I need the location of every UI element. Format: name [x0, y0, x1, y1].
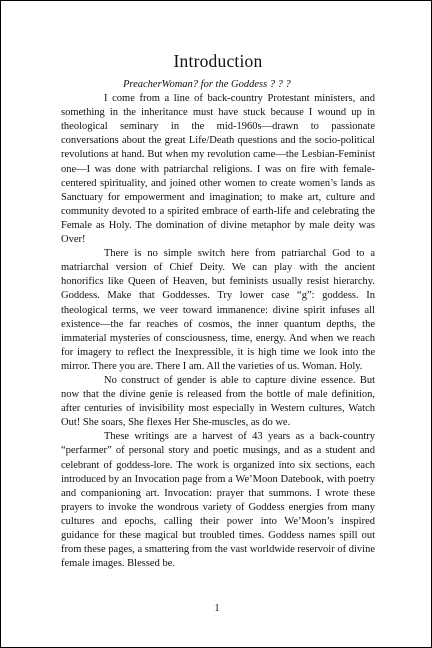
page-subtitle: PreacherWoman? for the Goddess ? ? ?: [123, 79, 291, 90]
paragraph: No construct of gender is able to capture divine essence. But now that the divine genie is released from the bottle of male definition, after centuries of invisibility most especially in Western cultures, Watch Out! She soars, She flexes Her She-muscles, as do we.: [61, 374, 375, 429]
paragraph: I come from a line of back-country Protestant ministers, and something in the inheritance must have stuck because I wound up in theological seminary in the mid-1960s—drawn to passionate conversations about the great Life/Death questions and the socio-political revolutions at hand. But when my revolution came—the Lesbian-Feminist one—I was done with patriarchal religions. I was on fire with female-centered spirituality, and joined other women to create women’s lands as Sanctuary for empowerment and imagination; to make art, culture and community devoted to a spirited embrace of earth-life and celebrating the Female as Holy. The domination of divine metaphor by male deity was Over!: [61, 93, 375, 246]
paragraph: These writings are a harvest of 43 years as a back-country “perfarmer” of personal story and poetic musings, and as a student and celebrant of goddess-lore. The work is organized into six sections, each introduced by an Invocation page from a We’Moon Datebook, with poetry and companioning art. Invocation: prayer that summons. I wrote these prayers to invoke the wondrous variety of Goddess energies from many cultures and epochs, calling their power into We’Moon’s inspired guidance for these magical but troubled times. Goddess names spill out from these pages, a smattering from the vast worldwide reservoir of divine female images. Blessed be.: [61, 431, 375, 570]
page-content: [61, 51, 375, 571]
page-number: 1: [214, 603, 220, 614]
page-title: Introduction: [173, 51, 263, 71]
paragraph: There is no simple switch here from patriarchal God to a matriarchal version of Chief Deity. We can play with the ancient honorifics like Queen of Heaven, but feminists usually resist hierarchy. Goddess. Make that Goddesses. Try lower case “g”: goddess. In theological terms, we veer toward immanence: divine spirit infuses all existence—the far reaches of cosmos, the inner quantum depths, the immaterial mysteries of consciousness, time, energy. And when we reach for imagery to reflect the Inexpressible, it is high time we look into the mirror. There you are. There I am. All the varieties of us. Woman. Holy.: [61, 248, 375, 372]
